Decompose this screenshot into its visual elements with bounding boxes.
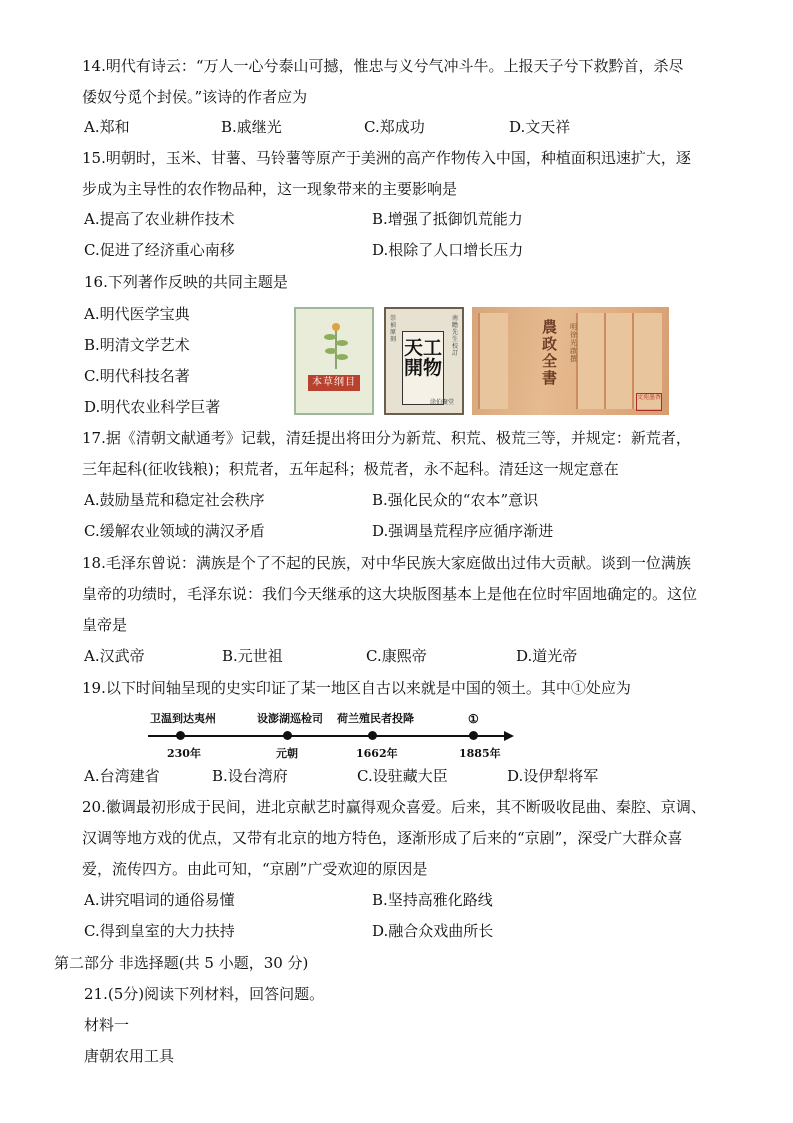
q17-option-a: A.鼓励垦荒和稳定社会秩序 — [84, 491, 265, 509]
q16-option-b: B.明清文学艺术 — [84, 336, 190, 354]
timeline-dot — [469, 731, 478, 740]
timeline-date: 1885年 — [459, 747, 501, 760]
timeline-date: 1662年 — [356, 747, 398, 760]
timeline-arrow-icon — [504, 731, 514, 741]
timeline-dot — [368, 731, 377, 740]
book-page — [604, 313, 634, 409]
q17-stem-line1: 17.据《清朝文献通考》记载，清廷提出将田分为新荒、积荒、极荒三等，并规定：新荒者， — [82, 429, 691, 447]
book-publisher-text: 涂伯聚堂 — [430, 399, 455, 406]
q15-option-a: A.提高了农业耕作技术 — [84, 210, 235, 228]
timeline-event: 卫温到达夷州 — [150, 712, 216, 725]
q15-option-d: D.根除了人口增长压力 — [372, 241, 524, 259]
q19-stem: 19.以下时间轴呈现的史实印证了某一地区自古以来就是中国的领土。其中①处应为 — [82, 679, 631, 697]
herb-illustration-icon — [322, 319, 350, 369]
part2-heading: 第二部分 非选择题(共 5 小题，30 分) — [54, 954, 309, 972]
q16-option-c: C.明代科技名著 — [84, 367, 190, 385]
q14-option-a: A.郑和 — [84, 118, 130, 136]
book-title-nongzheng: 農政全書 — [542, 318, 558, 387]
book-title-tiangong: 天工開物 — [402, 331, 444, 405]
q18-stem-line2: 皇帝的功绩时，毛泽东说：我们今天继承的这大块版图基本上是他在位时牢固地确定的。这位 — [82, 585, 698, 603]
q14-option-d: D.文天祥 — [509, 118, 571, 136]
q16-option-d: D.明代农业科学巨著 — [84, 398, 221, 416]
q20-option-a: A.讲究唱词的通俗易懂 — [84, 891, 235, 909]
q16-option-a: A.明代医学宝典 — [84, 305, 190, 323]
q19-option-b: B.设台湾府 — [212, 767, 288, 785]
q19-option-d: D.设伊犁将军 — [507, 767, 599, 785]
q14-stem-line1: 14.明代有诗云：“万人一心兮泰山可撼，惟忠与义兮气冲斗牛。上报天子兮下救黔首，杀尽 — [82, 57, 684, 75]
q18-option-d: D.道光帝 — [516, 647, 578, 665]
q18-option-b: B.元世祖 — [222, 647, 283, 665]
q14-option-b: B.戚继光 — [221, 118, 282, 136]
timeline-event: 设澎湖巡检司 — [257, 712, 323, 725]
book-side-text-left: 崇禎原刻 — [390, 315, 397, 343]
q18-stem-line3: 皇帝是 — [82, 616, 128, 634]
q21-stem: 21.(5分)阅读下列材料，回答问题。 — [84, 985, 325, 1003]
q20-option-b: B.坚持高雅化路线 — [372, 891, 493, 909]
q20-stem-line3: 爱，流传四方。由此可知，“京剧”广受欢迎的原因是 — [82, 860, 428, 878]
book-page — [478, 313, 508, 409]
book-page — [576, 313, 606, 409]
q20-stem-line1: 20.徽调最初形成于民间，进北京献艺时赢得观众喜爱。后来，其不断吸收昆曲、秦腔、京调、 — [82, 798, 706, 816]
q17-option-c: C.缓解农业领域的满汉矛盾 — [84, 522, 265, 540]
book-side-text: 明徐光啟撰 — [570, 323, 577, 363]
q17-option-d: D.强调垦荒程序应循序渐进 — [372, 522, 554, 540]
timeline-axis — [148, 735, 506, 737]
q19-option-c: C.设驻藏大臣 — [357, 767, 448, 785]
q18-stem-line1: 18.毛泽东曾说：满族是个了不起的民族，对中华民族大家庭做出过伟大贡献。谈到一位满族 — [82, 554, 691, 572]
q15-option-c: C.促进了经济重心南移 — [84, 241, 235, 259]
book-cover-nongzheng-quanshu — [472, 307, 669, 415]
book-side-text-right: 南瞻先生校訂 — [452, 315, 459, 357]
q19-option-a: A.台湾建省 — [84, 767, 160, 785]
book-cover-tiangong-kaiwu — [384, 307, 464, 415]
timeline-date: 元朝 — [276, 747, 298, 760]
q15-stem-line1: 15.明朝时，玉米、甘薯、马铃薯等原产于美洲的高产作物传入中国，种植面积迅速扩大，逐 — [82, 149, 691, 167]
q15-stem-line2: 步成为主导性的农作物品种，这一现象带来的主要影响是 — [82, 180, 458, 198]
q18-option-c: C.康熙帝 — [366, 647, 427, 665]
q20-stem-line2: 汉调等地方戏的优点，又带有北京的地方特色，逐渐形成了后来的“京剧”，深受广大群众喜 — [82, 829, 683, 847]
q14-option-c: C.郑成功 — [364, 118, 425, 136]
timeline-dot — [176, 731, 185, 740]
q20-option-d: D.融合众戏曲所长 — [372, 922, 494, 940]
timeline-event-marker: ① — [468, 712, 479, 726]
q14-stem-line2: 倭奴兮觅个封侯。”该诗的作者应为 — [82, 88, 308, 106]
material-label: 材料一 — [84, 1016, 130, 1034]
timeline-dot — [283, 731, 292, 740]
q20-option-c: C.得到皇室的大力扶持 — [84, 922, 235, 940]
material-title: 唐朝农用工具 — [84, 1047, 175, 1065]
q16-stem: 16.下列著作反映的共同主题是 — [84, 273, 288, 291]
book-cover-bencao-gangmu — [294, 307, 374, 415]
q18-option-a: A.汉武帝 — [84, 647, 145, 665]
q15-option-b: B.增强了抵御饥荒能力 — [372, 210, 523, 228]
q17-option-b: B.强化民众的“农本”意识 — [372, 491, 539, 509]
timeline-date: 230年 — [167, 747, 201, 760]
q17-stem-line2: 三年起科(征收钱粮)；积荒者，五年起科；极荒者，永不起科。清廷这一规定意在 — [82, 460, 619, 478]
seal-stamp: 文苑墨香 — [636, 393, 662, 411]
timeline-event: 荷兰殖民者投降 — [337, 712, 414, 725]
book-title-bencao: 本草纲目 — [308, 375, 360, 391]
